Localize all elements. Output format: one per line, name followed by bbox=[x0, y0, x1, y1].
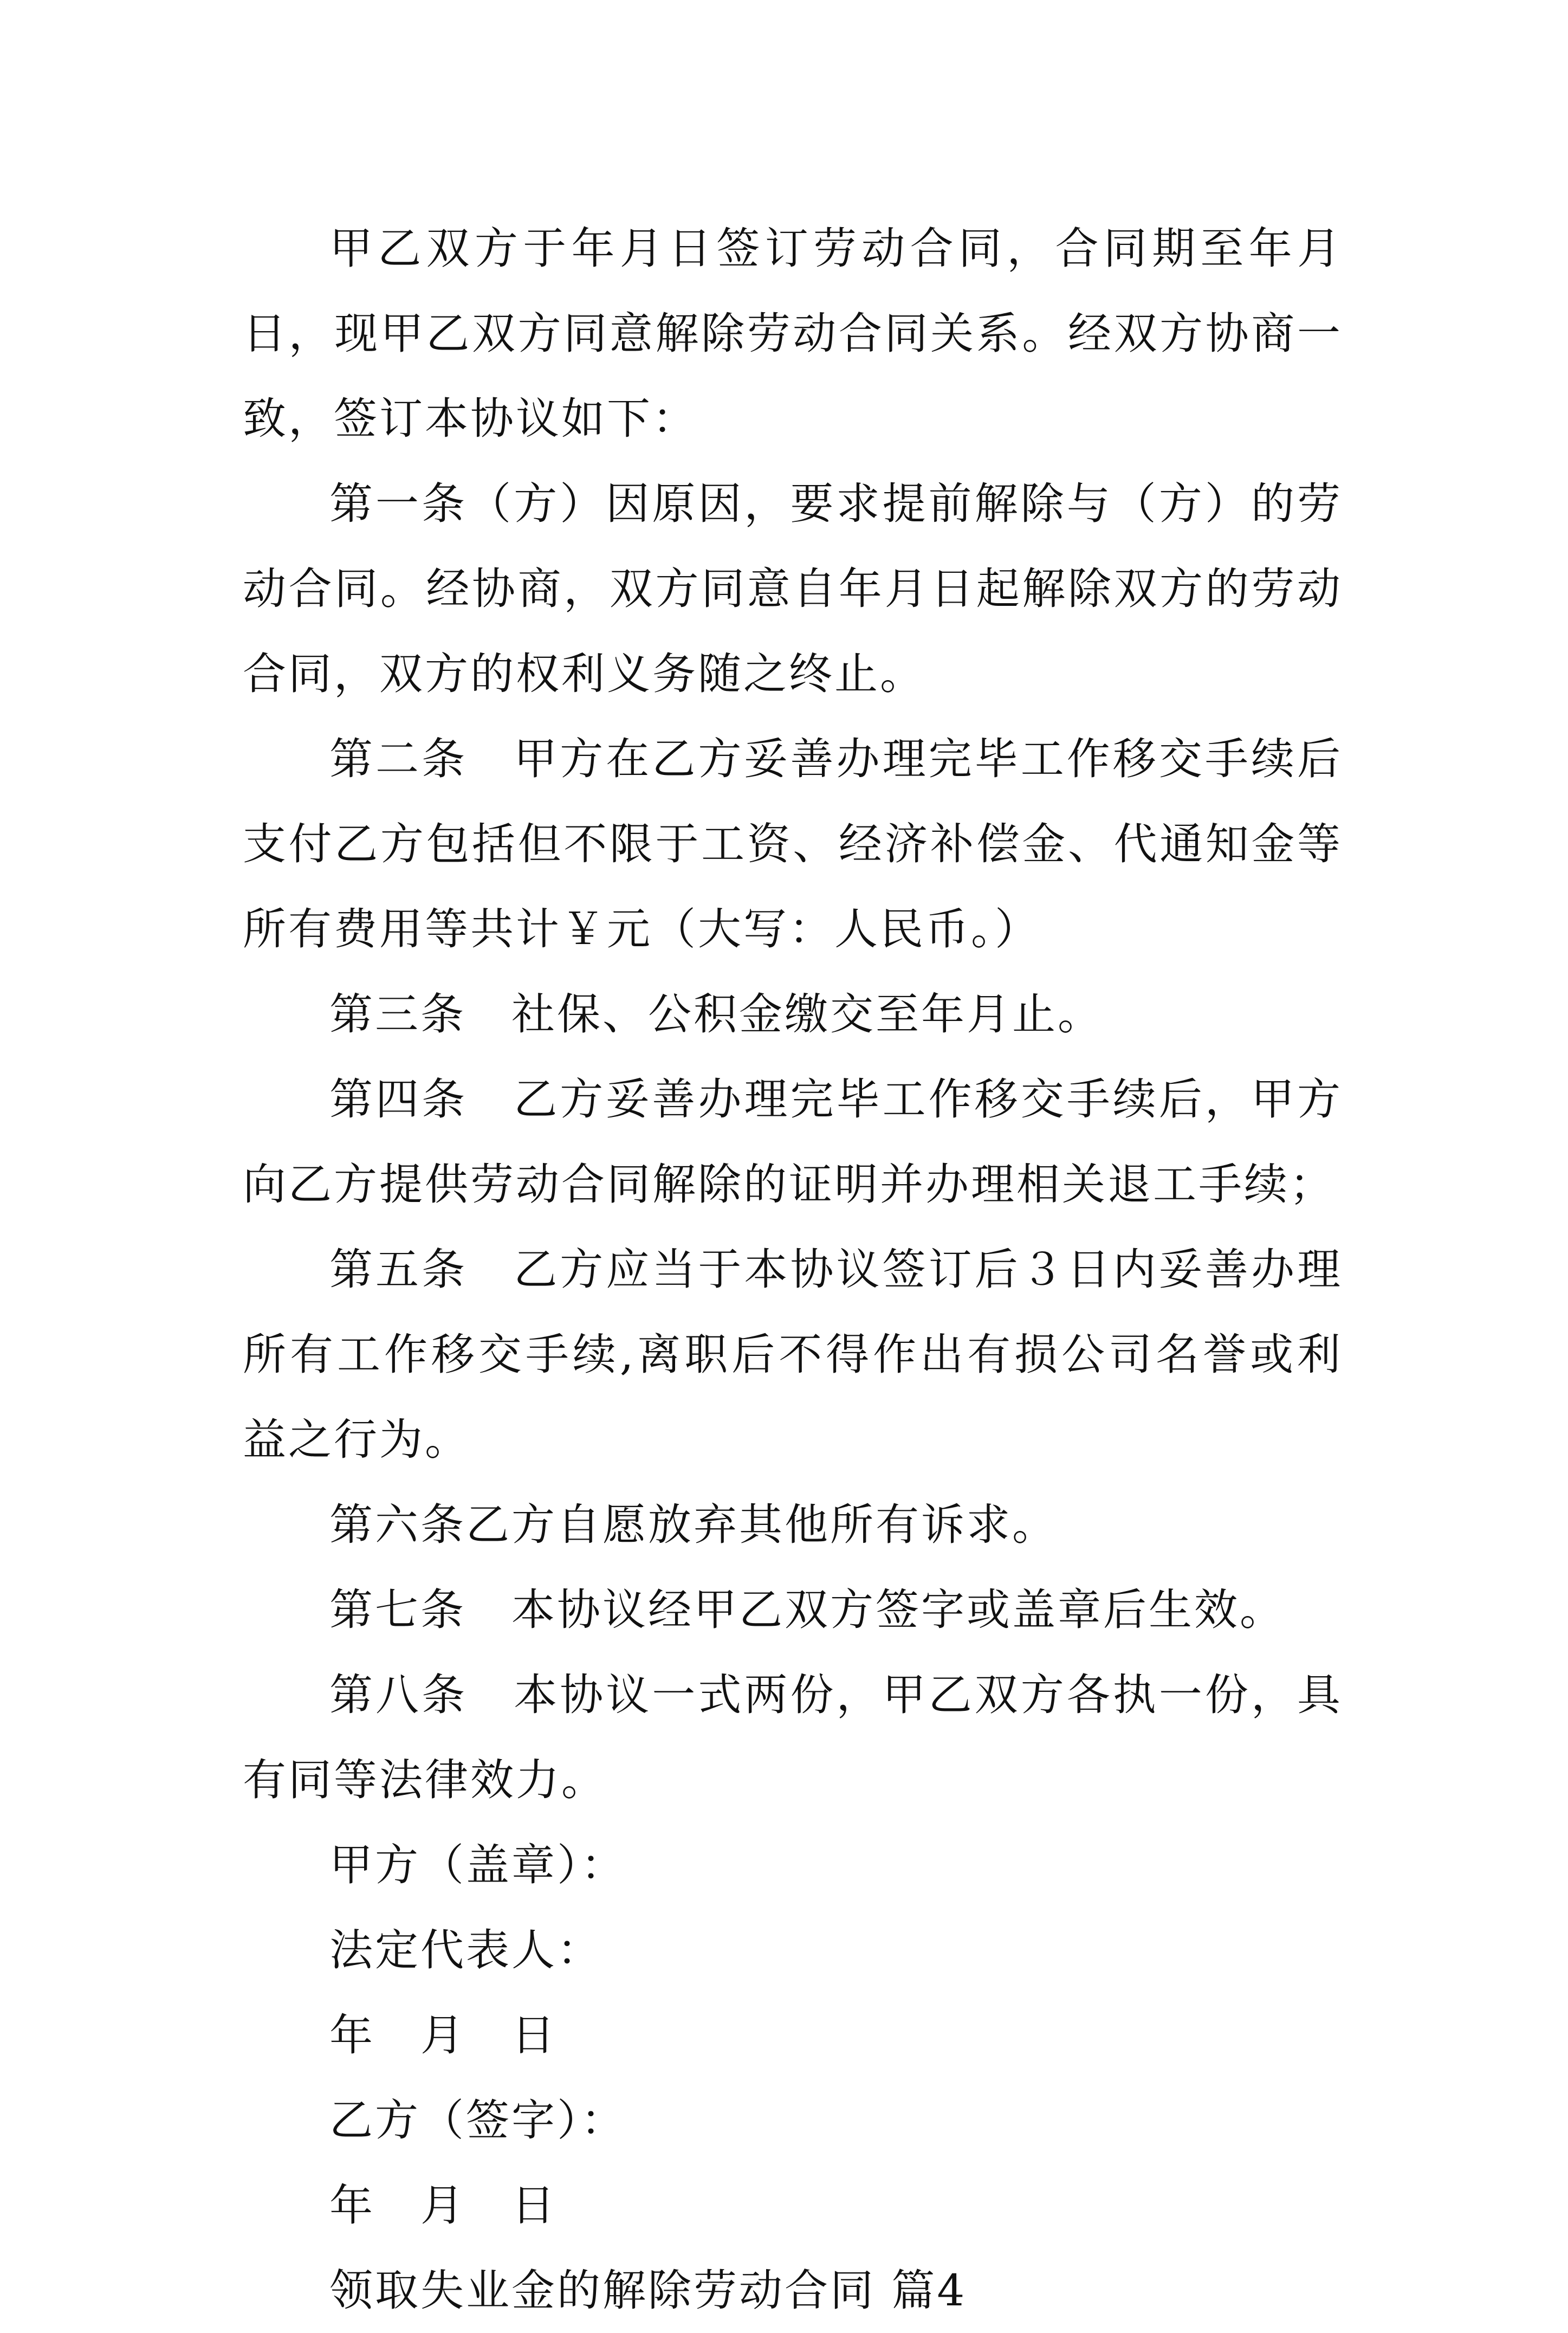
intro-paragraph: 甲乙双方于年月日签订劳动合同，合同期至年月日，现甲乙双方同意解除劳动合同关系。经双方协商一致，签订本协议如下： bbox=[243, 223, 1343, 444]
article-7: 第七条 本协议经甲乙双方签字或盖章后生效。 bbox=[329, 1585, 1285, 1635]
article-3: 第三条 社保、公积金缴交至年月止。 bbox=[329, 989, 1103, 1039]
party-a-date-line: 年 月 日 bbox=[329, 2010, 557, 2060]
article-1: 第一条（方）因原因，要求提前解除与（方）的劳动合同。经协商，双方同意自年月日起解除双方的劳动合同，双方的权利义务随之终止。 bbox=[243, 479, 1343, 699]
article-5: 第五条 乙方应当于本协议签订后３日内妥善办理所有工作移交手续,离职后不得作出有损公司名誉或利益之行为。 bbox=[243, 1244, 1343, 1465]
party-b-date-line: 年 月 日 bbox=[329, 2180, 557, 2231]
next-section-heading: 领取失业金的解除劳动合同 篇4 bbox=[329, 2265, 967, 2316]
party-a-seal-line: 甲方（盖章）： bbox=[329, 1840, 626, 1890]
article-2: 第二条 甲方在乙方妥善办理完毕工作移交手续后支付乙方包括但不限于工资、经济补偿金、代通知金等所有费用等共计￥元（大写：人民币。） bbox=[243, 734, 1343, 954]
document-body bbox=[243, 206, 1343, 2333]
legal-representative-line: 法定代表人： bbox=[329, 1925, 602, 1975]
article-4: 第四条 乙方妥善办理完毕工作移交手续后，甲方向乙方提供劳动合同解除的证明并办理相关退工手续； bbox=[243, 1074, 1343, 1210]
article-8: 第八条 本协议一式两份，甲乙双方各执一份，具有同等法律效力。 bbox=[243, 1670, 1343, 1805]
article-6: 第六条乙方自愿放弃其他所有诉求。 bbox=[329, 1500, 1058, 1550]
party-b-signature-line: 乙方（签字）： bbox=[329, 2095, 626, 2145]
